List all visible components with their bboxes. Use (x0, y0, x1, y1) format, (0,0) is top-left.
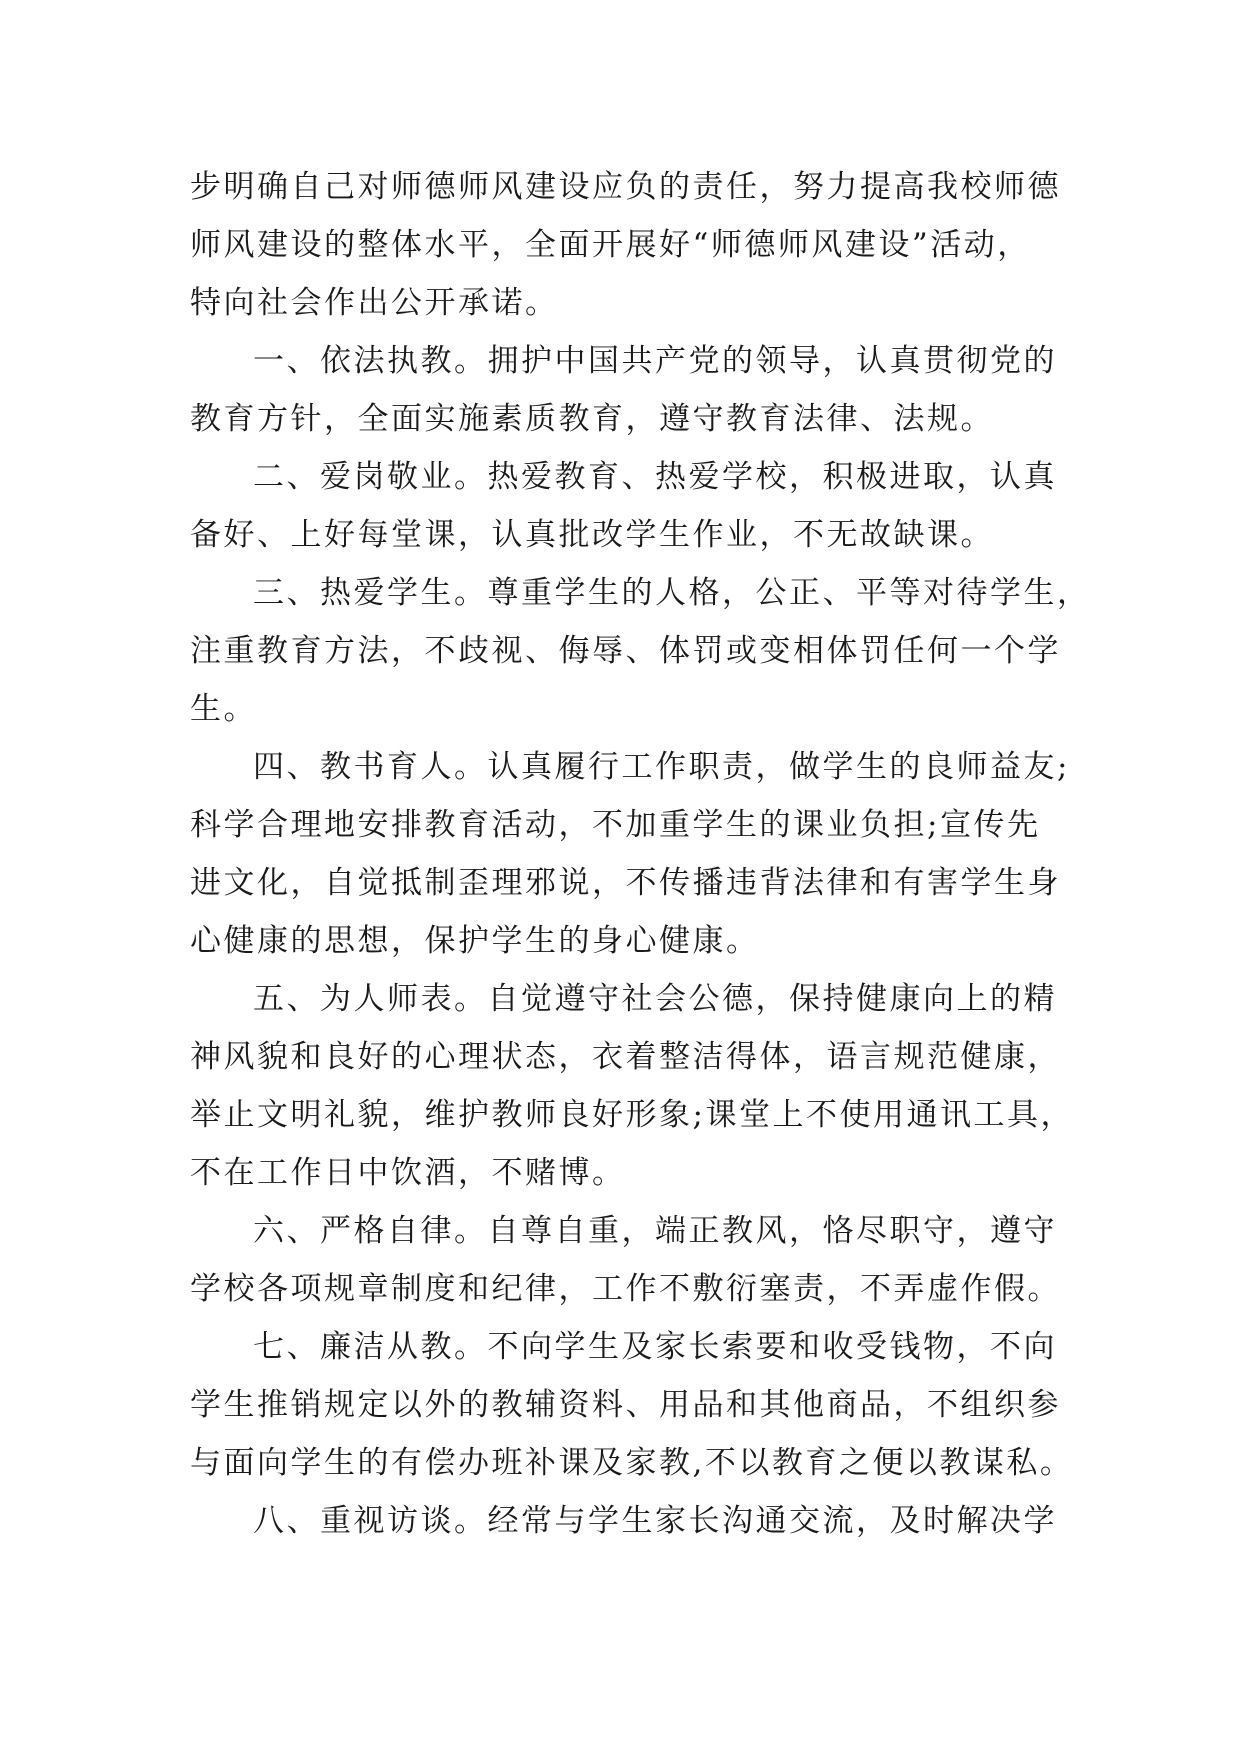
text-line: 心健康的思想，保护学生的身心健康。 (190, 923, 760, 959)
text-line: 注重教育方法，不歧视、侮辱、体罚或变相体罚任何一个学 (190, 633, 1061, 669)
paragraph-8-heading-line: 八、重视访谈。经常与学生家长沟通交流，及时解决学 (253, 1503, 1057, 1539)
paragraph-1-heading-line: 一、依法执教。拥护中国共产党的领导，认真贯彻党的 (253, 343, 1057, 379)
text-line: 备好、上好每堂课，认真批改学生作业，不无故缺课。 (190, 517, 994, 553)
text-line: 特向社会作出公开承诺。 (190, 285, 559, 321)
text-line: 科学合理地安排教育活动，不加重学生的课业负担;宣传先 (190, 807, 1041, 843)
paragraph-3-heading-line: 三、热爱学生。尊重学生的人格，公正、平等对待学生， (253, 575, 1091, 611)
text-line: 生。 (190, 691, 257, 727)
text-line: 学生推销规定以外的教辅资料、用品和其他商品，不组织参 (190, 1387, 1061, 1423)
text-line: 进文化，自觉抵制歪理邪说，不传播违背法律和有害学生身 (190, 865, 1061, 901)
text-line: 学校各项规章制度和纪律，工作不敷衍塞责，不弄虚作假。 (190, 1271, 1061, 1307)
paragraph-7-heading-line: 七、廉洁从教。不向学生及家长索要和收受钱物，不向 (253, 1329, 1057, 1365)
text-line: 与面向学生的有偿办班补课及家教,不以教育之便以教谋私。 (190, 1445, 1074, 1481)
paragraph-5-heading-line: 五、为人师表。自觉遵守社会公德，保持健康向上的精 (253, 981, 1057, 1017)
text-line: 教育方针，全面实施素质教育，遵守教育法律、法规。 (190, 401, 994, 437)
text-line: 步明确自己对师德师风建设应负的责任，努力提高我校师德 (190, 169, 1061, 205)
paragraph-2-heading-line: 二、爱岗敬业。热爱教育、热爱学校，积极进取，认真 (253, 459, 1057, 495)
text-line: 师风建设的整体水平，全面开展好“师德师风建设”活动， (190, 227, 1031, 263)
text-line: 神风貌和良好的心理状态，衣着整洁得体，语言规范健康， (190, 1039, 1061, 1075)
paragraph-4-heading-line: 四、教书育人。认真履行工作职责，做学生的良师益友; (253, 749, 1070, 785)
paragraph-6-heading-line: 六、严格自律。自尊自重，端正教风，恪尽职守，遵守 (253, 1213, 1057, 1249)
text-line: 不在工作日中饮酒，不赌博。 (190, 1155, 626, 1191)
text-line: 举止文明礼貌，维护教师良好形象;课堂上不使用通讯工具， (190, 1097, 1074, 1133)
